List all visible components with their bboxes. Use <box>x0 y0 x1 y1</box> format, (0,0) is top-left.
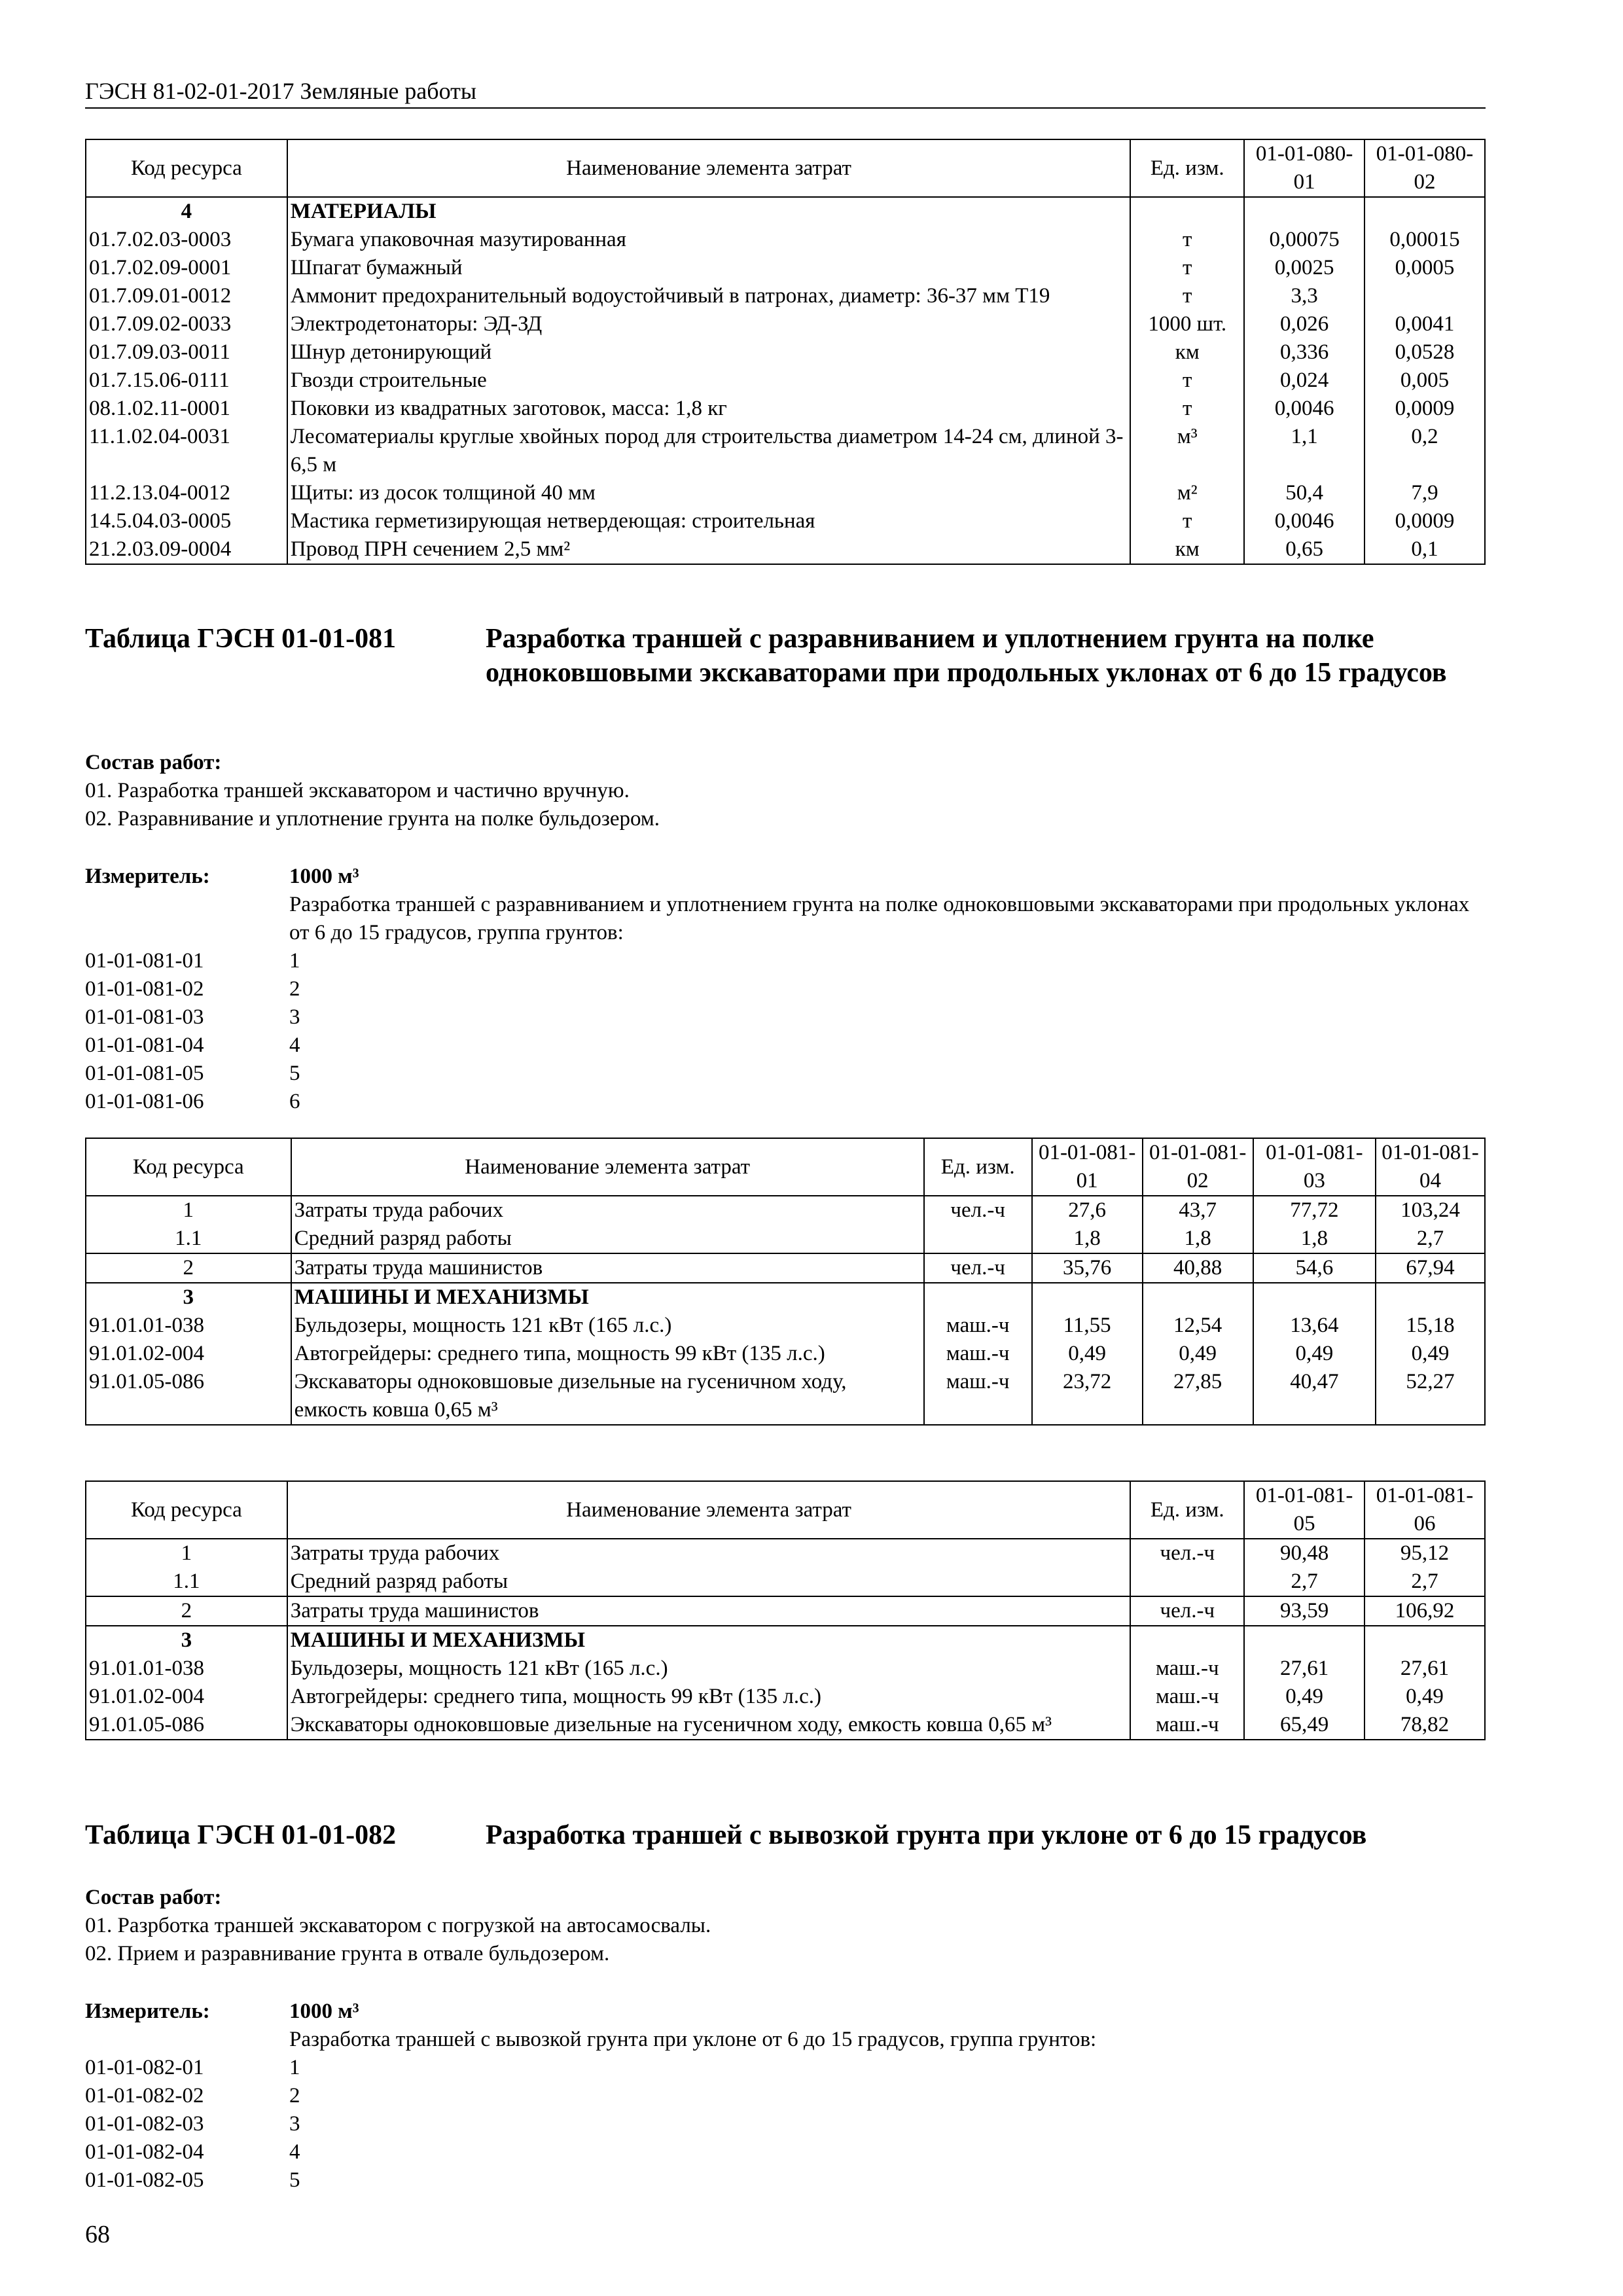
measure-item <box>85 2166 1486 2195</box>
resource-code: 11.2.13.04-0012 <box>86 479 287 507</box>
norm-value: 27,61 <box>1244 1655 1364 1683</box>
norm-value: 0,336 <box>1244 338 1364 367</box>
norm-value: 1,8 <box>1143 1225 1253 1253</box>
unit: м³ <box>1130 423 1244 479</box>
measure-item <box>85 2138 1486 2166</box>
unit <box>1130 1568 1244 1596</box>
norm-value: 0,00015 <box>1364 226 1485 254</box>
norm-value: 0,49 <box>1364 1683 1485 1711</box>
table-row <box>86 535 1485 564</box>
norm-value: 0,026 <box>1244 310 1364 338</box>
resource-code: 11.1.02.04-0031 <box>86 423 287 479</box>
norm-value: 103,24 <box>1376 1196 1485 1225</box>
unit: маш.-ч <box>924 1340 1032 1368</box>
measure-item <box>85 1031 1486 1060</box>
soil-group: 1 <box>289 949 300 973</box>
section-row <box>86 197 1485 226</box>
col-header-name: Наименование элемента затрат <box>287 1481 1131 1539</box>
item-code: 01-01-081-01 <box>85 949 204 973</box>
unit: чел.-ч <box>1130 1596 1244 1626</box>
unit: маш.-ч <box>924 1312 1032 1340</box>
section-code: 3 <box>86 1626 287 1655</box>
resource-code: 08.1.02.11-0001 <box>86 395 287 423</box>
resource-code: 21.2.03.09-0004 <box>86 535 287 564</box>
item-code: 01-01-081-02 <box>85 977 204 1001</box>
measure-item <box>85 2054 1486 2082</box>
table-row <box>86 1568 1485 1596</box>
resource-table-080 <box>85 139 1486 565</box>
norm-value: 106,92 <box>1364 1596 1485 1626</box>
table-row <box>86 1683 1485 1711</box>
table-row <box>86 1655 1485 1683</box>
norm-value: 0,0041 <box>1364 310 1485 338</box>
table-row <box>86 1312 1485 1340</box>
col-header-unit: Ед. изм. <box>1130 139 1244 197</box>
unit: маш.-ч <box>924 1368 1032 1425</box>
norm-value: 0,2 <box>1364 423 1485 479</box>
norm-value: 0,49 <box>1244 1683 1364 1711</box>
table-row <box>86 1596 1485 1626</box>
table-row <box>86 310 1485 338</box>
resource-name: Гвозди строительные <box>287 367 1131 395</box>
unit: маш.-ч <box>1130 1711 1244 1740</box>
norm-value: 65,49 <box>1244 1711 1364 1740</box>
resource-code: 2 <box>86 1596 287 1626</box>
table-row <box>86 226 1485 254</box>
resource-name: Затраты труда рабочих <box>291 1196 924 1225</box>
works-block-082 <box>85 1884 1486 1968</box>
norm-value: 7,9 <box>1364 479 1485 507</box>
table-label: Таблица ГЭСН 01-01-081 <box>85 624 397 654</box>
measure-item <box>85 947 1486 975</box>
resource-code: 1.1 <box>86 1225 291 1253</box>
resource-name: Экскаваторы одноковшовые дизельные на гусеничном ходу, емкость ковша 0,65 м³ <box>291 1368 924 1425</box>
empty-cell <box>924 1283 1032 1312</box>
resource-name: Поковки из квадратных заготовок, масса: 1,8 кг <box>287 395 1131 423</box>
norm-value: 0,0009 <box>1364 395 1485 423</box>
col-header-code: Код ресурса <box>86 139 287 197</box>
col-header-norm: 01-01-081-05 <box>1244 1481 1364 1539</box>
unit: т <box>1130 395 1244 423</box>
measure-row <box>85 1998 1486 2026</box>
resource-code: 1.1 <box>86 1568 287 1596</box>
resource-code: 14.5.04.03-0005 <box>86 507 287 535</box>
empty-cell <box>1032 1283 1143 1312</box>
resource-code: 01.7.02.09-0001 <box>86 254 287 282</box>
norm-value: 0,00075 <box>1244 226 1364 254</box>
resource-code: 2 <box>86 1253 291 1283</box>
section-code: 4 <box>86 197 287 226</box>
unit: т <box>1130 507 1244 535</box>
resource-name: Провод ПРН сечением 2,5 мм² <box>287 535 1131 564</box>
col-header-unit: Ед. изм. <box>1130 1481 1244 1539</box>
table-heading: Разработка траншей с разравниванием и уплотнением грунта на полке одноковшовыми экскаваторами при продольных уклонах от 6 до 15 градусов <box>486 624 1447 688</box>
section-name: МАТЕРИАЛЫ <box>287 197 1131 226</box>
soil-group: 1 <box>289 2056 300 2079</box>
col-header-code: Код ресурса <box>86 1138 291 1196</box>
resource-code: 91.01.05-086 <box>86 1711 287 1740</box>
resource-name: Автогрейдеры: среднего типа, мощность 99 кВт (135 л.с.) <box>287 1683 1131 1711</box>
norm-value: 1,1 <box>1244 423 1364 479</box>
col-header-norm: 01-01-081-02 <box>1143 1138 1253 1196</box>
norm-value: 90,48 <box>1244 1539 1364 1568</box>
works-block-081 <box>85 749 1486 833</box>
empty-cell <box>1364 1626 1485 1655</box>
resource-code: 91.01.01-038 <box>86 1655 287 1683</box>
resource-code: 01.7.02.03-0003 <box>86 226 287 254</box>
empty-cell <box>1143 1283 1253 1312</box>
table-row <box>86 367 1485 395</box>
norm-value: 0,0005 <box>1364 254 1485 282</box>
measure-value: 1000 м³ <box>289 865 359 888</box>
col-header-norm: 01-01-080-01 <box>1244 139 1364 197</box>
unit: чел.-ч <box>924 1196 1032 1225</box>
unit <box>924 1225 1032 1253</box>
table-body <box>86 197 1485 564</box>
resource-name: Средний разряд работы <box>287 1568 1131 1596</box>
norm-value: 23,72 <box>1032 1368 1143 1425</box>
resource-name: Шнур детонирующий <box>287 338 1131 367</box>
norm-value: 0,005 <box>1364 367 1485 395</box>
item-code: 01-01-082-05 <box>85 2168 204 2192</box>
norm-value <box>1364 282 1485 310</box>
col-header-norm: 01-01-080-02 <box>1364 139 1485 197</box>
section-name: МАШИНЫ И МЕХАНИЗМЫ <box>287 1626 1131 1655</box>
norm-value: 95,12 <box>1364 1539 1485 1568</box>
resource-name: Щиты: из досок толщиной 40 мм <box>287 479 1131 507</box>
resource-name: Бульдозеры, мощность 121 кВт (165 л.с.) <box>287 1655 1131 1683</box>
empty-cell <box>1244 1626 1364 1655</box>
measure-item <box>85 1088 1486 1116</box>
measure-description: Разработка траншей с вывозкой грунта при уклоне от 6 до 15 градусов, группа грунтов: <box>289 2028 1097 2051</box>
table-row <box>86 423 1485 479</box>
soil-group: 3 <box>289 2112 300 2136</box>
measure-item <box>85 2082 1486 2110</box>
resource-code: 91.01.02-004 <box>86 1683 287 1711</box>
norm-value: 2,7 <box>1376 1225 1485 1253</box>
norm-value: 0,0009 <box>1364 507 1485 535</box>
resource-name: Электродетонаторы: ЭД-ЗД <box>287 310 1131 338</box>
resource-name: Затраты труда машинистов <box>291 1253 924 1283</box>
norm-value: 13,64 <box>1253 1312 1376 1340</box>
norm-value: 40,47 <box>1253 1368 1376 1425</box>
resource-code: 91.01.01-038 <box>86 1312 291 1340</box>
item-code: 01-01-082-02 <box>85 2084 204 2108</box>
norm-value: 67,94 <box>1376 1253 1485 1283</box>
norm-value: 43,7 <box>1143 1196 1253 1225</box>
resource-name: Средний разряд работы <box>291 1225 924 1253</box>
norm-value: 77,72 <box>1253 1196 1376 1225</box>
table-row <box>86 1225 1485 1253</box>
table-row <box>86 1539 1485 1568</box>
col-header-norm: 01-01-081-01 <box>1032 1138 1143 1196</box>
norm-value: 0,49 <box>1376 1340 1485 1368</box>
measure-block-081 <box>85 863 1486 1116</box>
soil-group: 2 <box>289 977 300 1001</box>
norm-value: 2,7 <box>1364 1568 1485 1596</box>
soil-group: 4 <box>289 1033 300 1057</box>
norm-value: 0,0528 <box>1364 338 1485 367</box>
norm-value: 27,85 <box>1143 1368 1253 1425</box>
measure-label: Измеритель: <box>85 2000 210 2023</box>
item-code: 01-01-082-04 <box>85 2140 204 2164</box>
norm-value: 50,4 <box>1244 479 1364 507</box>
resource-code: 01.7.09.01-0012 <box>86 282 287 310</box>
table-row <box>86 1368 1485 1425</box>
col-header-name: Наименование элемента затрат <box>287 139 1131 197</box>
item-code: 01-01-082-01 <box>85 2056 204 2079</box>
section-row <box>86 1626 1485 1655</box>
resource-code: 01.7.09.03-0011 <box>86 338 287 367</box>
norm-value: 27,61 <box>1364 1655 1485 1683</box>
page-number: 68 <box>85 2221 110 2248</box>
norm-value: 0,024 <box>1244 367 1364 395</box>
norm-value: 40,88 <box>1143 1253 1253 1283</box>
item-code: 01-01-081-06 <box>85 1090 204 1113</box>
soil-group: 2 <box>289 2084 300 2108</box>
norm-value: 52,27 <box>1376 1368 1485 1425</box>
norm-value: 0,49 <box>1253 1340 1376 1368</box>
resource-code: 91.01.02-004 <box>86 1340 291 1368</box>
work-item: 01. Разработка траншей экскаватором и частично вручную. <box>85 779 630 802</box>
norm-value: 0,1 <box>1364 535 1485 564</box>
table-row <box>86 338 1485 367</box>
item-code: 01-01-081-03 <box>85 1005 204 1029</box>
norm-value: 1,8 <box>1253 1225 1376 1253</box>
resource-code: 01.7.15.06-0111 <box>86 367 287 395</box>
norm-value: 2,7 <box>1244 1568 1364 1596</box>
soil-group: 5 <box>289 1062 300 1085</box>
soil-group: 3 <box>289 1005 300 1029</box>
measure-label: Измеритель: <box>85 865 210 888</box>
resource-code: 1 <box>86 1196 291 1225</box>
section-code: 3 <box>86 1283 291 1312</box>
unit: чел.-ч <box>1130 1539 1244 1568</box>
norm-value: 0,49 <box>1143 1340 1253 1368</box>
norm-value: 0,49 <box>1032 1340 1143 1368</box>
resource-name: Аммонит предохранительный водоустойчивый в патронах, диаметр: 36-37 мм Т19 <box>287 282 1131 310</box>
resource-name: Автогрейдеры: среднего типа, мощность 99 кВт (135 л.с.) <box>291 1340 924 1368</box>
table-row <box>86 395 1485 423</box>
norm-value: 0,65 <box>1244 535 1364 564</box>
measure-item <box>85 2110 1486 2138</box>
running-header: ГЭСН 81-02-01-2017 Земляные работы <box>85 77 1486 109</box>
resource-name: Лесоматериалы круглые хвойных пород для строительства диаметром 14-24 см, длиной 3-6,5 м <box>287 423 1131 479</box>
measure-value: 1000 м³ <box>289 2000 359 2023</box>
unit: т <box>1130 254 1244 282</box>
resource-name: Бульдозеры, мощность 121 кВт (165 л.с.) <box>291 1312 924 1340</box>
unit: маш.-ч <box>1130 1683 1244 1711</box>
norm-value: 54,6 <box>1253 1253 1376 1283</box>
measure-item <box>85 975 1486 1003</box>
table-label: Таблица ГЭСН 01-01-082 <box>85 1820 397 1850</box>
table-row <box>86 1253 1485 1283</box>
table-row <box>86 1196 1485 1225</box>
measure-item <box>85 1060 1486 1088</box>
resource-name: Мастика герметизирующая нетвердеющая: строительная <box>287 507 1131 535</box>
unit: км <box>1130 535 1244 564</box>
table-row <box>86 282 1485 310</box>
work-item: 01. Разрботка траншей экскаватором с погрузкой на автосамосвалы. <box>85 1914 711 1937</box>
measure-block-082 <box>85 1998 1486 2195</box>
table-heading: Разработка траншей с вывозкой грунта при уклоне от 6 до 15 градусов <box>486 1820 1367 1850</box>
norm-value: 15,18 <box>1376 1312 1485 1340</box>
section-row <box>86 1283 1485 1312</box>
measure-item <box>85 1003 1486 1031</box>
resource-name: Затраты труда рабочих <box>287 1539 1131 1568</box>
resource-name: Затраты труда машинистов <box>287 1596 1131 1626</box>
col-header-norm: 01-01-081-04 <box>1376 1138 1485 1196</box>
unit: т <box>1130 226 1244 254</box>
norm-value: 0,0046 <box>1244 507 1364 535</box>
table-row <box>86 1340 1485 1368</box>
norm-value: 0,0046 <box>1244 395 1364 423</box>
table-row <box>86 1711 1485 1740</box>
resource-name: Экскаваторы одноковшовые дизельные на гусеничном ходу, емкость ковша 0,65 м³ <box>287 1711 1131 1740</box>
empty-cell <box>1130 1626 1244 1655</box>
resource-code: 1 <box>86 1539 287 1568</box>
table-body <box>86 1196 1485 1425</box>
empty-cell <box>1130 197 1244 226</box>
table-row <box>86 254 1485 282</box>
soil-group: 5 <box>289 2168 300 2192</box>
resource-table-081a <box>85 1138 1486 1426</box>
col-header-name: Наименование элемента затрат <box>291 1138 924 1196</box>
norm-value: 11,55 <box>1032 1312 1143 1340</box>
unit: м² <box>1130 479 1244 507</box>
item-code: 01-01-081-04 <box>85 1033 204 1057</box>
works-heading: Состав работ: <box>85 751 222 774</box>
col-header-norm: 01-01-081-06 <box>1364 1481 1485 1539</box>
norm-value: 1,8 <box>1032 1225 1143 1253</box>
col-header-code: Код ресурса <box>86 1481 287 1539</box>
soil-group: 4 <box>289 2140 300 2164</box>
section-name: МАШИНЫ И МЕХАНИЗМЫ <box>291 1283 924 1312</box>
table-header-row <box>86 139 1485 197</box>
works-heading: Состав работ: <box>85 1886 222 1909</box>
unit: маш.-ч <box>1130 1655 1244 1683</box>
resource-name: Бумага упаковочная мазутированная <box>287 226 1131 254</box>
soil-group: 6 <box>289 1090 300 1113</box>
norm-value: 3,3 <box>1244 282 1364 310</box>
item-code: 01-01-081-05 <box>85 1062 204 1085</box>
work-item: 02. Разравнивание и уплотнение грунта на полке бульдозером. <box>85 807 660 831</box>
norm-value: 78,82 <box>1364 1711 1485 1740</box>
measure-row <box>85 863 1486 891</box>
col-header-norm: 01-01-081-03 <box>1253 1138 1376 1196</box>
measure-description: Разработка траншей с разравниванием и уплотнением грунта на полке одноковшовыми экскаваторами при продольных уклонах от 6 до 15 градусов, группа грунтов: <box>289 893 1470 944</box>
table-row <box>86 479 1485 507</box>
resource-code: 01.7.09.02-0033 <box>86 310 287 338</box>
norm-value: 35,76 <box>1032 1253 1143 1283</box>
table-header-row <box>86 1138 1485 1196</box>
work-item: 02. Прием и разравнивание грунта в отвале бульдозером. <box>85 1942 610 1965</box>
unit: т <box>1130 367 1244 395</box>
table-body <box>86 1539 1485 1740</box>
norm-value: 12,54 <box>1143 1312 1253 1340</box>
norm-value: 0,0025 <box>1244 254 1364 282</box>
empty-cell <box>1253 1283 1376 1312</box>
resource-code: 91.01.05-086 <box>86 1368 291 1425</box>
item-code: 01-01-082-03 <box>85 2112 204 2136</box>
norm-value: 93,59 <box>1244 1596 1364 1626</box>
unit: т <box>1130 282 1244 310</box>
col-header-unit: Ед. изм. <box>924 1138 1032 1196</box>
empty-cell <box>1364 197 1485 226</box>
unit: км <box>1130 338 1244 367</box>
empty-cell <box>1376 1283 1485 1312</box>
table-row <box>86 507 1485 535</box>
resource-table-081b <box>85 1480 1486 1740</box>
norm-value: 27,6 <box>1032 1196 1143 1225</box>
resource-name: Шпагат бумажный <box>287 254 1131 282</box>
table-header-row <box>86 1481 1485 1539</box>
unit: 1000 шт. <box>1130 310 1244 338</box>
unit: чел.-ч <box>924 1253 1032 1283</box>
empty-cell <box>1244 197 1364 226</box>
